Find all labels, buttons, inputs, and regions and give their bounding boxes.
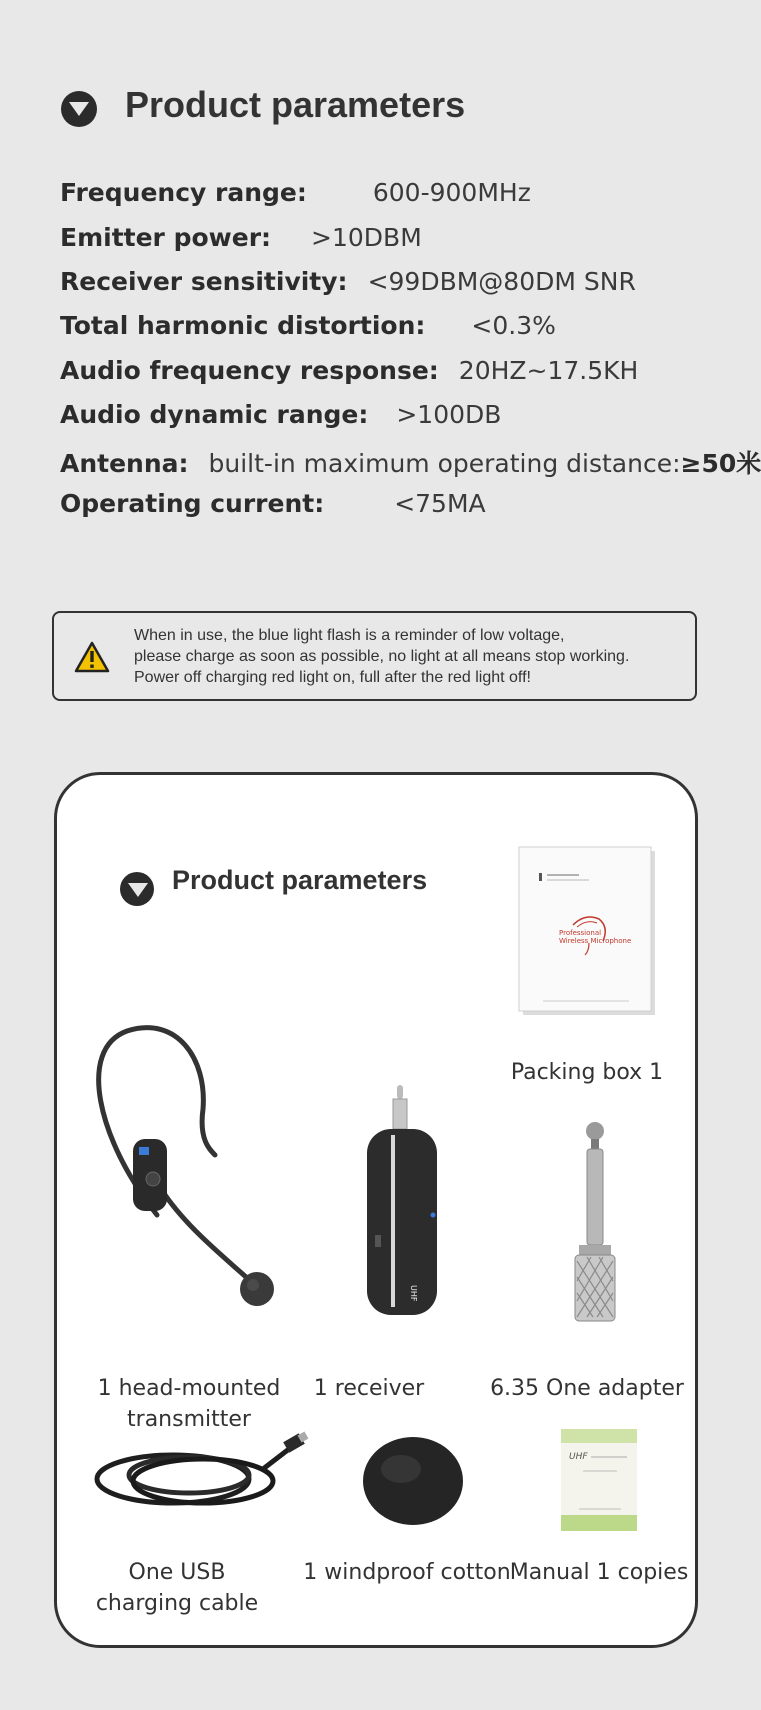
- param-label: Receiver sensitivity:: [60, 267, 348, 296]
- transmitter-caption-line: 1 head-mounted: [97, 1376, 281, 1401]
- param-value-bold: ≥50米: [680, 449, 761, 478]
- param-value: <75MA: [394, 489, 486, 518]
- chevron-down-icon: [120, 872, 154, 906]
- transmitter-caption-line: transmitter: [127, 1407, 251, 1432]
- param-label: Emitter power:: [60, 223, 272, 252]
- box-label: Wireless Microphone: [559, 937, 632, 945]
- warning-box: [52, 611, 697, 701]
- packing-box-image: [519, 847, 659, 1019]
- param-label: Audio frequency response:: [60, 356, 439, 385]
- transmitter-caption: [89, 1373, 289, 1435]
- warning-line: Power off charging red light on, full after the red light off!: [134, 669, 531, 686]
- param-audio-frequency-response: [60, 356, 638, 385]
- windproof-cotton-image: [357, 1431, 469, 1531]
- usb-cable-caption-line: charging cable: [95, 1591, 259, 1616]
- warning-icon: [74, 641, 110, 673]
- packing-box-caption: Packing box 1: [510, 1060, 664, 1085]
- param-value: >10DBM: [311, 223, 422, 252]
- param-antenna: [60, 444, 761, 480]
- param-receiver-sensitivity: [60, 267, 636, 296]
- param-label: Audio dynamic range:: [60, 400, 369, 429]
- param-label: Operating current:: [60, 489, 325, 518]
- manual-caption: Manual 1 copies: [509, 1560, 689, 1585]
- param-total-harmonic-distortion: [60, 311, 556, 340]
- param-audio-dynamic-range: [60, 400, 501, 429]
- adapter-image: [565, 1121, 625, 1325]
- usb-cable-caption: [77, 1557, 277, 1619]
- receiver-brand: UHF: [409, 1285, 418, 1302]
- windproof-caption: 1 windproof cotton: [303, 1560, 511, 1585]
- usb-cable-caption-line: One USB: [128, 1560, 226, 1585]
- manual-image: [561, 1429, 637, 1531]
- section-title: Product parameters: [125, 84, 466, 125]
- param-emitter-power: [60, 223, 422, 252]
- warning-line: please charge as soon as possible, no light at all means stop working.: [134, 648, 630, 665]
- box-label: Professional: [559, 929, 602, 937]
- param-value: <99DBM@80DM SNR: [367, 267, 636, 296]
- warning-line: When in use, the blue light flash is a reminder of low voltage,: [134, 627, 565, 644]
- usb-cable-image: [93, 1429, 309, 1519]
- headset-transmitter-image: [87, 1019, 277, 1319]
- manual-brand: UHF: [569, 1452, 588, 1462]
- param-value: >100DB: [396, 400, 502, 429]
- param-value: 20HZ~17.5KH: [458, 356, 639, 385]
- receiver-image: [357, 1085, 453, 1325]
- param-operating-current: [60, 489, 486, 518]
- receiver-caption: 1 receiver: [313, 1376, 425, 1401]
- param-label: Total harmonic distortion:: [60, 311, 426, 340]
- param-value: built-in maximum operating distance:: [208, 449, 681, 478]
- param-value: <0.3%: [471, 311, 556, 340]
- chevron-down-icon: [61, 91, 97, 127]
- param-label: Antenna:: [60, 449, 189, 478]
- adapter-caption: 6.35 One adapter: [490, 1376, 684, 1401]
- param-label: Frequency range:: [60, 178, 307, 207]
- package-title: Product parameters: [172, 865, 428, 895]
- param-value: 600-900MHz: [372, 178, 531, 207]
- package-card: [54, 772, 698, 1648]
- warning-text: [134, 625, 629, 688]
- param-frequency-range: [60, 178, 531, 207]
